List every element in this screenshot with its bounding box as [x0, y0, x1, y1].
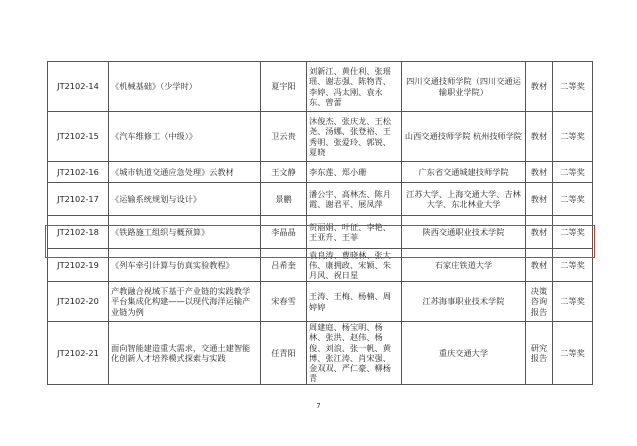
- table-row: [48, 183, 593, 216]
- table-row: [48, 62, 593, 112]
- page-number: 7: [316, 402, 321, 410]
- table-row: [48, 282, 593, 322]
- members-cell: 袁良涛、曹晓林、张大伟、康拥政、宋颖、朱月风、祝日星: [307, 249, 402, 282]
- table-row: [48, 216, 593, 249]
- code-cell: JT2102-14: [48, 62, 109, 112]
- type-cell: 教材: [526, 249, 553, 282]
- prize-cell: 二等奖: [553, 322, 593, 385]
- leader-cell: 王文静: [261, 162, 307, 183]
- type-cell: 教材: [526, 216, 553, 249]
- type-cell: 教材: [526, 183, 553, 216]
- members-cell: 王涛、王梅、杨楠、周婷婷: [307, 282, 402, 322]
- type-cell: 研究报告: [526, 322, 553, 385]
- type-cell: 决策咨询报告: [526, 282, 553, 322]
- prize-cell: 二等奖: [553, 162, 593, 183]
- prize-cell: 二等奖: [553, 112, 593, 162]
- org-cell: 陕西交通职业技术学院: [402, 216, 526, 249]
- title-cell: 《机械基础》（少学时）: [109, 62, 261, 112]
- prize-cell: 二等奖: [553, 62, 593, 112]
- leader-cell: 景鹏: [261, 183, 307, 216]
- awards-table: [47, 61, 593, 385]
- code-cell: JT2102-20: [48, 282, 109, 322]
- members-cell: 周建庭、杨宝明、杨林、张洪、赵伟、杨俊、刘浪、张一帆、黄博、张江涛、肖宋强、金双双、严仁豪、柳杨青: [307, 322, 402, 385]
- type-cell: 教材: [526, 162, 553, 183]
- table-row: [48, 322, 593, 385]
- leader-cell: 卫云贵: [261, 112, 307, 162]
- prize-cell: 二等奖: [553, 249, 593, 282]
- table-row: [48, 162, 593, 183]
- type-cell: 教材: [526, 62, 553, 112]
- org-cell: 四川交通技师学院（四川交通运输职业学院）: [402, 62, 526, 112]
- org-cell: 重庆交通大学: [402, 322, 526, 385]
- title-cell: 《城市轨道交通应急处理》云教材: [109, 162, 261, 183]
- org-cell: 江苏海事职业技术学院: [402, 282, 526, 322]
- leader-cell: 任青阳: [261, 322, 307, 385]
- org-cell: 江苏大学、上海交通大学、吉林大学、东北林业大学: [402, 183, 526, 216]
- code-cell: JT2102-19: [48, 249, 109, 282]
- code-cell: JT2102-21: [48, 322, 109, 385]
- table-row: [48, 112, 593, 162]
- prize-cell: 二等奖: [553, 216, 593, 249]
- members-cell: 潘公宇、高林杰、陈月霞、谢君平、展凤萍: [307, 183, 402, 216]
- title-cell: 产教融合视域下基于产业链的实践教学平台集成化构建——以现代海洋运输产业链为例: [109, 282, 261, 322]
- members-cell: 李东莲、郑小珊: [307, 162, 402, 183]
- code-cell: JT2102-16: [48, 162, 109, 183]
- title-cell: 《汽车维修工（中级）》: [109, 112, 261, 162]
- prize-cell: 二等奖: [553, 183, 593, 216]
- prize-cell: 二等奖: [553, 282, 593, 322]
- leader-cell: 李晶晶: [261, 216, 307, 249]
- leader-cell: 夏宇阳: [261, 62, 307, 112]
- code-cell: JT2102-18: [48, 216, 109, 249]
- members-cell: 刘新江、黄仕利、张瑶瑶、谢志强、陈物青、李婷、冯太刚、袁永东、曾蕾: [307, 62, 402, 112]
- type-cell: 教材: [526, 112, 553, 162]
- title-cell: 《运输系统规划与设计》: [109, 183, 261, 216]
- members-cell: 沐俊杰、张庆龙、王松尧、汤娜、张登裕、王秀明、张爱玲、郭锐、夏晓: [307, 112, 402, 162]
- table-body: [48, 62, 593, 385]
- code-cell: JT2102-15: [48, 112, 109, 162]
- leader-cell: 吕希奎: [261, 249, 307, 282]
- org-cell: 广东省交通城建技师学院: [402, 162, 526, 183]
- title-cell: 面向智能建造重大需求，交通土建智能化创新人才培养模式探索与实践: [109, 322, 261, 385]
- code-cell: JT2102-17: [48, 183, 109, 216]
- members-cell: 贺丽娟、叶征、李艳、王亚升、王菲: [307, 216, 402, 249]
- org-cell: 石家庄铁道大学: [402, 249, 526, 282]
- table-row: [48, 249, 593, 282]
- title-cell: 《铁路施工组织与概预算》: [109, 216, 261, 249]
- title-cell: 《列车牵引计算与仿真实验教程》: [109, 249, 261, 282]
- leader-cell: 宋春雪: [261, 282, 307, 322]
- org-cell: 山西交通技师学院 杭州技师学院: [402, 112, 526, 162]
